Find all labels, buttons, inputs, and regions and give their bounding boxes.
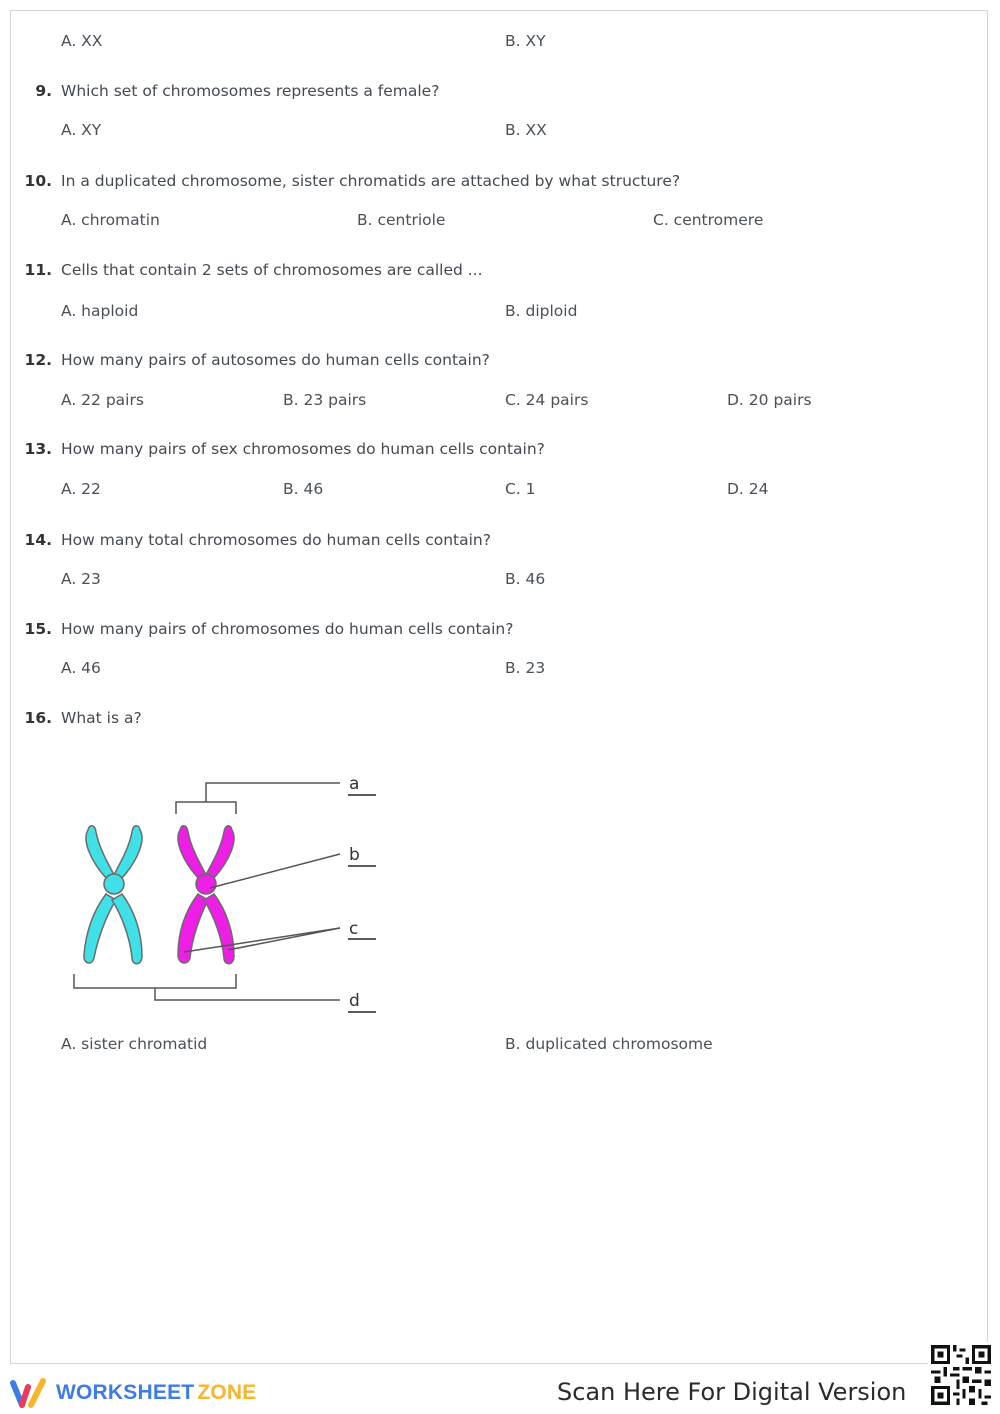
question-text: How many pairs of chromosomes do human cells contain? (61, 620, 514, 638)
question-text: How many pairs of sex chromosomes do human cells contain? (61, 440, 545, 458)
question-text: What is a? (61, 709, 142, 727)
option-d: D. 20 pairs (727, 391, 812, 409)
option-b: B. 46 (283, 480, 324, 498)
label-d: d (349, 991, 360, 1011)
question-text: Which set of chromosomes represents a female? (61, 82, 440, 100)
option-a: A. chromatin (61, 211, 160, 229)
option-a: A. sister chromatid (61, 1035, 208, 1053)
option-c: C. centromere (653, 211, 764, 229)
option-b: B. XX (505, 121, 547, 139)
question-text: Cells that contain 2 sets of chromosomes are called ... (61, 261, 483, 279)
option-b: B. 23 pairs (283, 391, 367, 409)
label-c: c (349, 919, 359, 939)
question-number: 11. (24, 261, 52, 279)
option-a: A. XY (61, 121, 102, 139)
question-number: 16. (24, 709, 52, 727)
option-c: C. 1 (505, 480, 536, 498)
scan-instruction: Scan Here For Digital Version (557, 1378, 907, 1406)
option-b: B. 46 (505, 570, 546, 588)
q8-option-a: A. XX (61, 32, 103, 50)
question-number: 12. (24, 351, 52, 369)
option-a: A. 22 pairs (61, 391, 144, 409)
question-number: 10. (24, 172, 52, 190)
question-text: In a duplicated chromosome, sister chromatids are attached by what structure? (61, 172, 681, 190)
brand-name-part1: WORKSHEET (56, 1381, 195, 1404)
question-text: How many total chromosomes do human cells contain? (61, 531, 491, 549)
worksheetzone-logo[interactable] (10, 1376, 256, 1410)
brand-name-part2: ZONE (197, 1381, 257, 1404)
option-b: B. duplicated chromosome (505, 1035, 713, 1053)
question-number: 13. (24, 440, 52, 458)
worksheetzone-logo-icon (10, 1377, 50, 1409)
question-number: 14. (24, 531, 52, 549)
question-number: 9. (35, 82, 52, 100)
option-b: B. diploid (505, 302, 578, 320)
option-a: A. haploid (61, 302, 139, 320)
option-d: D. 24 (727, 480, 769, 498)
duplicated-chromosome-icon (178, 826, 234, 964)
question-text: How many pairs of autosomes do human cells contain? (61, 351, 490, 369)
option-a: A. 22 (61, 480, 101, 498)
q8-option-b: B. XY (505, 32, 546, 50)
qr-code-icon[interactable] (928, 1342, 994, 1408)
option-a: A. 23 (61, 570, 101, 588)
chromosome-diagram (60, 760, 400, 1030)
option-b: B. 23 (505, 659, 546, 677)
unduplicated-chromosome-icon (84, 826, 142, 964)
label-b: b (349, 845, 360, 865)
option-a: A. 46 (61, 659, 101, 677)
label-a: a (349, 774, 360, 794)
option-c: C. 24 pairs (505, 391, 589, 409)
option-b: B. centriole (357, 211, 446, 229)
question-number: 15. (24, 620, 52, 638)
